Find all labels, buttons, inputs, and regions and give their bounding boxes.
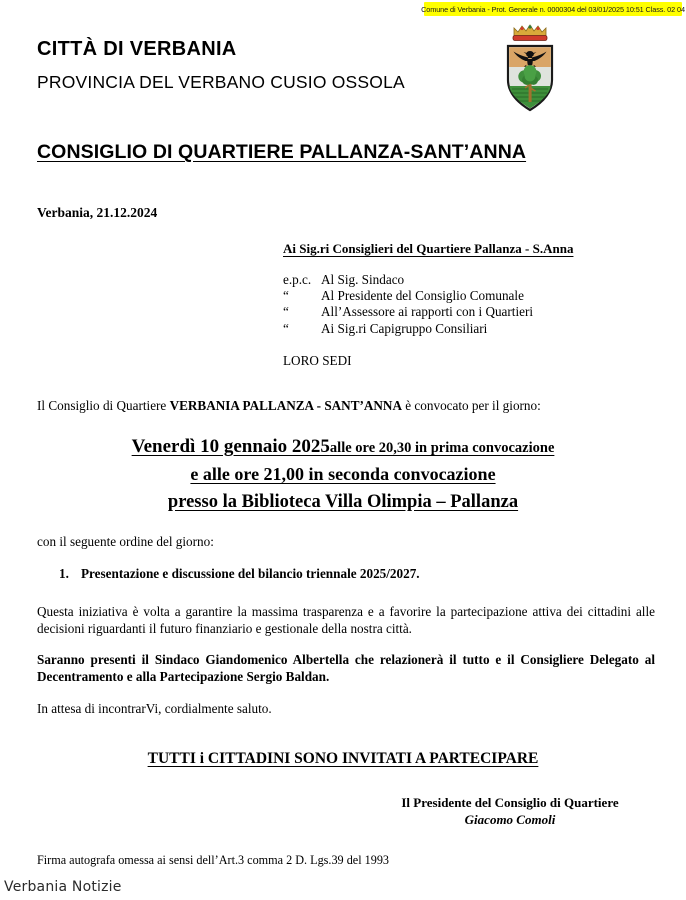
cc-mark: “ <box>283 304 289 320</box>
cc-mark: “ <box>283 288 289 304</box>
agenda-item-number: 1. <box>59 566 69 581</box>
loro-sedi-line: LORO SEDI <box>283 353 352 368</box>
source-watermark: Verbania Notizie <box>4 879 122 895</box>
convocation-council-name: VERBANIA PALLANZA - SANT’ANNA <box>169 398 402 413</box>
meeting-venue: presso la Biblioteca Villa Olimpia – Pallanza <box>167 492 519 512</box>
cc-mark: “ <box>283 320 289 336</box>
meeting-first-call: alle ore 20,30 in prima convocazione <box>329 440 555 456</box>
cc-row <box>283 288 533 304</box>
cc-row <box>283 272 533 288</box>
invitation-line <box>0 750 686 768</box>
letterhead-province: PROVINCIA DEL VERBANO CUSIO OSSOLA <box>37 72 405 92</box>
signature-footnote: Firma autografa omessa ai sensi dell’Art.3 comma 2 D. Lgs.39 del 1993 <box>37 853 390 867</box>
cc-row <box>283 304 533 320</box>
meeting-second-call: e alle ore 21,00 in seconda convocazione <box>190 464 496 484</box>
cc-text: Ai Sig.ri Capigruppo Consiliari <box>321 320 488 336</box>
paragraph-attendees: Saranno presenti il Sindaco Giandomenico Albertella che relazionerà il tutto e il Consigliere Delegato al Decentramento e alla Partecipazione Sergio Baldan. <box>37 652 655 684</box>
document-title: CONSIGLIO DI QUARTIERE PALLANZA-SANT’ANNA <box>37 141 527 163</box>
meeting-venue-line <box>0 492 686 513</box>
addressee-cc-list <box>283 272 533 337</box>
cc-text: Al Sig. Sindaco <box>321 272 405 287</box>
meeting-date: Venerdì 10 gennaio 2025 <box>131 436 330 457</box>
paragraph-transparency: Questa iniziativa è volta a garantire la massima trasparenza e a favorire la partecipazione attiva dei cittadini alle decisioni riguardanti il futuro finanziario e gestionale della nostra città. <box>37 604 655 636</box>
agenda-intro: con il seguente ordine del giorno: <box>37 534 214 549</box>
convocation-intro-post: è convocato per il giorno: <box>401 398 541 413</box>
convocation-intro <box>37 398 541 415</box>
meeting-second-call-line <box>0 464 686 485</box>
cc-text: Al Presidente del Consiglio Comunale <box>321 288 524 304</box>
addressee-primary: Ai Sig.ri Consiglieri del Quartiere Pallanza - S.Anna <box>283 241 574 256</box>
cc-text: All’Assessore ai rapporti con i Quartieri <box>321 304 534 320</box>
cc-mark: e.p.c. <box>283 272 312 287</box>
signature-block <box>360 795 660 828</box>
signature-role: Il Presidente del Consiglio di Quartiere <box>401 795 619 810</box>
invitation-text: TUTTI i CITTADINI SONO INVITATI A PARTECIPARE <box>147 750 539 767</box>
place-and-date: Verbania, 21.12.2024 <box>37 205 158 220</box>
meeting-first-call-line <box>0 436 686 458</box>
cc-row <box>283 321 533 337</box>
signature-name: Giacomo Comoli <box>464 812 556 827</box>
agenda-item-text: Presentazione e discussione del bilancio triennale 2025/2027. <box>81 566 420 581</box>
letterhead-city: CITTÀ DI VERBANIA <box>37 38 237 60</box>
agenda-item <box>59 566 420 582</box>
protocol-stamp-text: Comune di Verbania - Prot. Generale n. 0000304 del 03/01/2025 10:51 Class. 02 04 <box>421 4 685 14</box>
paragraph-closing: In attesa di incontrarVi, cordialmente saluto. <box>37 701 272 716</box>
convocation-intro-pre: Il Consiglio di Quartiere <box>37 398 170 413</box>
